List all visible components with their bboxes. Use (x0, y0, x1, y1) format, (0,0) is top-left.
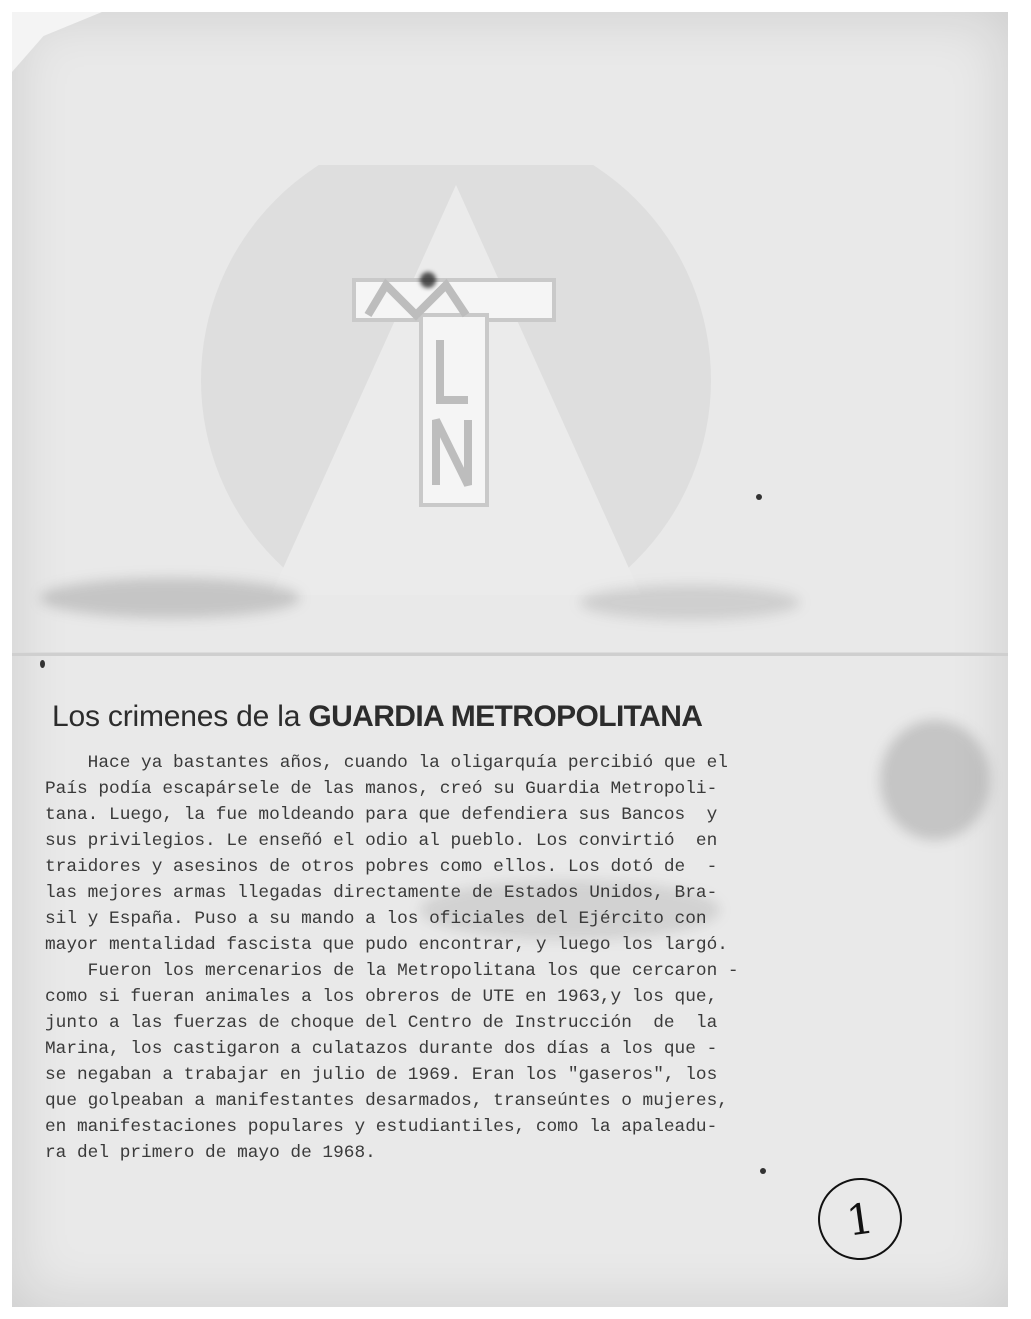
body-line: tana. Luego, la fue moldeando para que defendiera sus Bancos y (45, 805, 718, 825)
body-line: en manifestaciones populares y estudiantiles, como la apaleadu- (45, 1117, 718, 1137)
body-line: País podía escapársele de las manos, creó su Guardia Metropoli- (45, 779, 718, 799)
ink-blot (420, 272, 436, 288)
body-line: traidores y asesinos de otros pobres como ellos. Los dotó de - (45, 857, 718, 877)
body-line: Fueron los mercenarios de la Metropolitana los que cercaron - (45, 961, 739, 981)
headline-caps: GUARDIA METROPOLITANA (308, 700, 703, 733)
ink-dot (40, 660, 45, 668)
mln-tupamaros-logo (196, 165, 716, 595)
headline-lead: Los crimenes de la (52, 700, 309, 733)
body-line: que golpeaban a manifestantes desarmados, transeúntes o mujeres, (45, 1091, 728, 1111)
ink-dot (760, 1168, 766, 1174)
stain (580, 585, 800, 620)
fold-line (12, 652, 1008, 656)
handwritten-page-number: 1 (813, 1173, 908, 1266)
body-line: las mejores armas llegadas directamente de Estados Unidos, Bra- (45, 883, 718, 903)
logo-t-stem (421, 315, 487, 505)
body-line: sus privilegios. Le enseñó el odio al pueblo. Los convirtió en (45, 831, 718, 851)
body-line: junto a las fuerzas de choque del Centro de Instrucción de la (45, 1013, 718, 1033)
body-line: Marina, los castigaron a culatazos durante dos días a los que - (45, 1039, 718, 1059)
body-line: mayor mentalidad fascista que pudo encontrar, y luego los largó. (45, 935, 728, 955)
body-line: ra del primero de mayo de 1968. (45, 1143, 376, 1163)
body-line: como si fueran animales a los obreros de UTE en 1963,y los que, (45, 987, 718, 1007)
ink-dot (756, 494, 762, 500)
stain (40, 578, 300, 618)
body-line: sil y España. Puso a su mando a los oficiales del Ejército con (45, 909, 707, 929)
article-headline (52, 700, 952, 734)
article-body (45, 750, 925, 1166)
body-line: se negaban a trabajar en julio de 1969. Eran los "gaseros", los (45, 1065, 718, 1085)
body-line: Hace ya bastantes años, cuando la oligarquía percibió que el (45, 753, 728, 773)
